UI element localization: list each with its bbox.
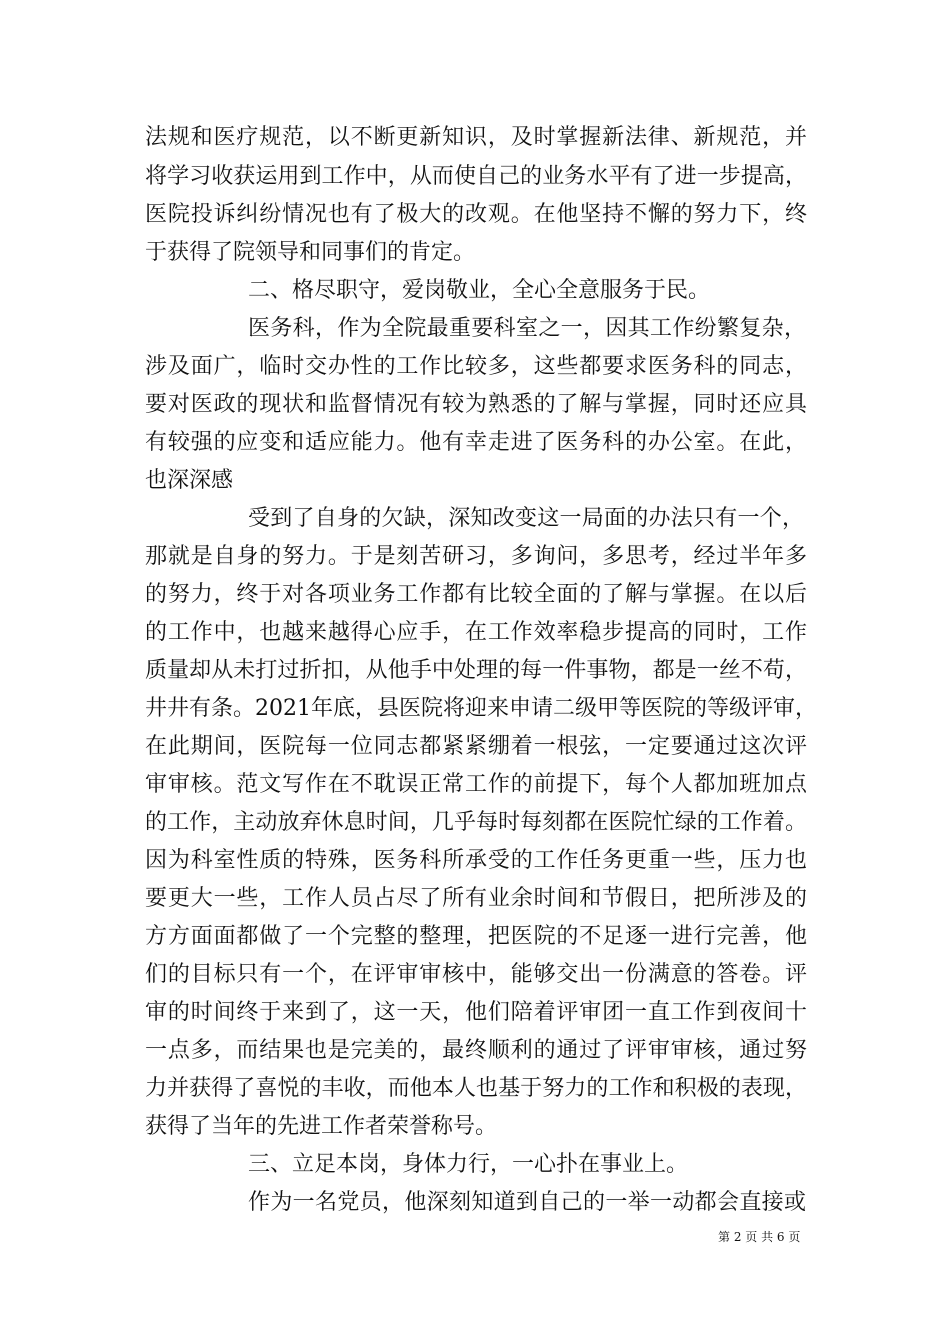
text-line-3: 医院投诉纠纷情况也有了极大的改观。在他坚持不懈的努力下，终 [145, 202, 807, 227]
page-footer: 第 2 页 共 6 页 [718, 1230, 801, 1244]
text-line-6: 医务科，作为全院最重要科室之一，因其工作纷繁复杂， [248, 316, 806, 341]
text-line-24: 审的时间终于来到了，这一天，他们陪着评审团一直工作到夜间十 [145, 1000, 807, 1025]
text-line-26: 力并获得了喜悦的丰收，而他本人也基于努力的工作和积极的表现， [145, 1076, 807, 1101]
text-line-21: 要更大一些，工作人员占尽了所有业余时间和节假日，把所涉及的 [145, 886, 807, 911]
section-heading-2: 二、格尽职守，爱岗敬业，全心全意服务于民。 [248, 278, 711, 303]
text-line-23: 们的目标只有一个，在评审审核中，能够交出一份满意的答卷。评 [145, 962, 807, 987]
text-line-1: 法规和医疗规范，以不断更新知识，及时掌握新法律、新规范，并 [145, 125, 807, 150]
text-line-20: 因为科室性质的特殊，医务科所承受的工作任务更重一些，压力也 [145, 848, 807, 873]
text-line-18: 审审核。范文写作在不耽误正常工作的前提下，每个人都加班加点 [145, 772, 807, 797]
text-line-12: 那就是自身的努力。于是刻苦研习，多询问，多思考，经过半年多 [145, 544, 807, 569]
text-line-10: 也深深感 [145, 468, 234, 493]
text-line-25: 一点多，而结果也是完美的，最终顺利的通过了评审审核，通过努 [145, 1038, 807, 1063]
text-line-19: 的工作，主动放弃休息时间，几乎每时每刻都在医院忙绿的工作着。 [145, 810, 807, 835]
text-line-7: 涉及面广，临时交办性的工作比较多，这些都要求医务科的同志， [145, 354, 807, 379]
text-line-9: 有较强的应变和适应能力。他有幸走进了医务科的办公室。在此， [145, 430, 807, 455]
text-line-8: 要对医政的现状和监督情况有较为熟悉的了解与掌握，同时还应具 [145, 392, 807, 417]
section-heading-3: 三、立足本岗，身体力行，一心扑在事业上。 [248, 1152, 689, 1177]
text-line-14: 的工作中，也越来越得心应手，在工作效率稳步提高的同时，工作 [145, 620, 807, 645]
text-line-13: 的努力，终于对各项业务工作都有比较全面的了解与掌握。在以后 [145, 582, 807, 607]
text-line-16: 井井有条。2021年底，县医院将迎来申请二级甲等医院的等级评审， [145, 696, 817, 721]
text-line-15: 质量却从未打过折扣，从他手中处理的每一件事物，都是一丝不苟， [145, 658, 807, 683]
text-line-11: 受到了自身的欠缺，深知改变这一局面的办法只有一个， [248, 506, 804, 531]
text-line-27: 获得了当年的先进工作者荣誉称号。 [145, 1114, 498, 1139]
text-line-22: 方方面面都做了一个完整的整理，把医院的不足逐一进行完善，他 [145, 924, 807, 949]
text-line-17: 在此期间，医院每一位同志都紧紧绷着一根弦，一定要通过这次评 [145, 734, 807, 759]
text-line-2: 将学习收获运用到工作中，从而使自己的业务水平有了进一步提高， [145, 164, 807, 189]
text-line-4: 于获得了院领导和同事们的肯定。 [145, 240, 476, 265]
text-line-29: 作为一名党员，他深刻知道到自己的一举一动都会直接或 [248, 1190, 806, 1215]
